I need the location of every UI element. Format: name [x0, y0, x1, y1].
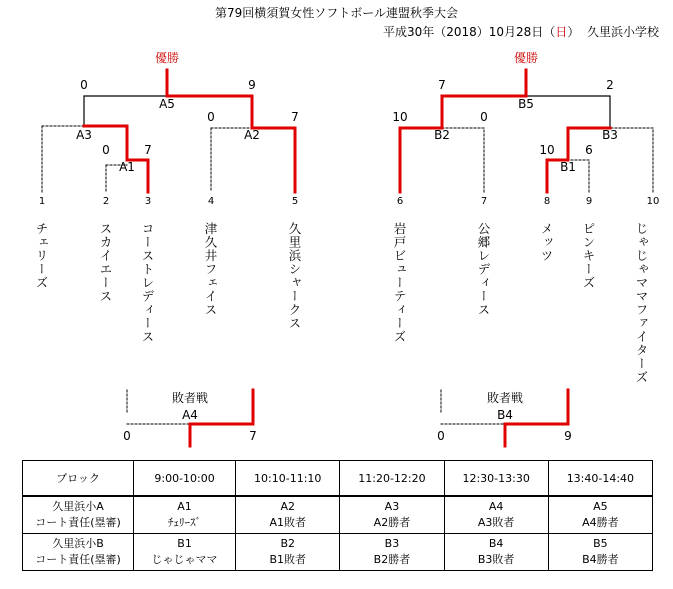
schedule-table: [22, 460, 653, 571]
a4-label: 敗者戦: [171, 391, 209, 405]
team-name-7: 公郷レディース: [476, 222, 491, 317]
team-name-4: 津久井フェイス: [203, 222, 218, 317]
team-name-1: チェリーズ: [34, 222, 49, 290]
team-name-3: コーストレディース: [140, 222, 155, 344]
b3-code: B3: [602, 128, 618, 142]
game-code: A2: [280, 500, 295, 513]
table-row: [23, 534, 653, 571]
time-slot-3: 11:20-12:20: [340, 461, 444, 497]
schedule-header-row: [23, 461, 653, 497]
block-header: ブロック: [23, 461, 134, 497]
b2-score-right: 0: [480, 110, 488, 124]
a2-score-right: 7: [291, 110, 299, 124]
game-code: A4: [488, 500, 504, 513]
team-name-9: ピンキーズ: [581, 222, 596, 290]
a5-score-right: 9: [248, 78, 256, 92]
a1-score-right: 7: [144, 143, 152, 157]
a3-code: A3: [76, 128, 92, 142]
game-code: A1: [177, 500, 192, 513]
team-name-6: 岩戸ビューティーズ: [392, 222, 407, 344]
schedule-cell: [444, 534, 548, 571]
time-slot-1: 9:00-10:00: [134, 461, 236, 497]
game-code: B5: [593, 537, 608, 550]
duty-team: B4勝者: [582, 553, 619, 566]
b4-score-right: 9: [564, 429, 572, 443]
team-number-2: 2: [102, 196, 110, 207]
a2-score-left: 0: [207, 110, 215, 124]
team-number-9: 9: [585, 196, 593, 207]
duty-team: A4勝者: [582, 516, 619, 529]
team-number-6: 6: [396, 196, 404, 207]
a4-score-left: 0: [123, 429, 131, 443]
venue: 久里浜小学校: [586, 25, 659, 39]
b1-score-left: 10: [539, 143, 555, 157]
schedule-cell: [236, 534, 340, 571]
row-label: [23, 534, 134, 571]
bracket-line-semi-a3: [84, 96, 167, 126]
team-number-3: 3: [144, 196, 152, 207]
schedule-cell: [548, 534, 652, 571]
court-duty-label: コート責任(塁審): [35, 553, 121, 566]
court-name: 久里浜小B: [52, 537, 104, 550]
bracket-line-semi-b3: [526, 96, 610, 128]
game-code: B4: [488, 537, 504, 550]
champion-label-left: 優勝: [154, 51, 180, 65]
b2-code: B2: [434, 128, 450, 142]
schedule-cell: [134, 496, 236, 534]
b4-score-left: 0: [437, 429, 445, 443]
a1-score-left: 0: [102, 143, 110, 157]
team-number-5: 5: [291, 196, 299, 207]
schedule-cell: [236, 496, 340, 534]
court-name: 久里浜小A: [52, 500, 104, 513]
game-code: A3: [384, 500, 400, 513]
game-code: B1: [177, 537, 192, 550]
a5-code: A5: [159, 97, 175, 111]
tournament-title: 第79回横須賀女性ソフトボール連盟秋季大会: [214, 6, 459, 20]
schedule-cell: [134, 534, 236, 571]
duty-team: B2勝者: [373, 553, 411, 566]
a1-code: A1: [119, 160, 135, 174]
team-number-1: 1: [38, 196, 46, 207]
duty-team: A1敗者: [269, 516, 306, 529]
schedule-cell: [444, 496, 548, 534]
team-number-7: 7: [480, 196, 488, 207]
b1-code: B1: [560, 160, 576, 174]
time-slot-5: 13:40-14:40: [548, 461, 652, 497]
team-name-2: スカイエース: [98, 222, 113, 303]
team-name-10: じゃじゃママファイターズ: [634, 222, 649, 384]
a4-code: A4: [182, 408, 198, 422]
date-suffix: ）: [567, 25, 580, 39]
b4-label: 敗者戦: [486, 391, 524, 405]
time-slot-2: 10:10-11:10: [236, 461, 340, 497]
duty-team: ﾁｪﾘｰｽﾞ: [168, 516, 202, 529]
row-label: [23, 496, 134, 534]
game-code: B3: [384, 537, 400, 550]
game-code: B2: [280, 537, 295, 550]
a4-score-right: 7: [249, 429, 257, 443]
b5-code: B5: [518, 97, 534, 111]
b4-code: B4: [497, 408, 513, 422]
game-code: A5: [593, 500, 608, 513]
team-number-8: 8: [543, 196, 551, 207]
duty-team: A3敗者: [477, 516, 515, 529]
duty-team: B3敗者: [477, 553, 515, 566]
a2-code: A2: [244, 128, 260, 142]
team-name-5: 久里浜シャークス: [287, 222, 302, 330]
champion-label-right: 優勝: [513, 51, 539, 65]
duty-team: B1敗者: [269, 553, 306, 566]
b2-score-left: 10: [392, 110, 408, 124]
a5-score-left: 0: [80, 78, 88, 92]
date-prefix: 平成30年（2018）10月28日（: [382, 25, 556, 39]
b5-score-right: 2: [606, 78, 614, 92]
schedule-cell: [548, 496, 652, 534]
b1-score-right: 6: [585, 143, 593, 157]
duty-team: じゃじゃママ: [151, 553, 218, 566]
duty-team: A2勝者: [373, 516, 411, 529]
team-number-4: 4: [207, 196, 215, 207]
table-row: [23, 496, 653, 534]
b5-score-left: 7: [438, 78, 446, 92]
schedule-cell: [340, 534, 444, 571]
court-duty-label: コート責任(塁審): [35, 516, 121, 529]
schedule-cell: [340, 496, 444, 534]
time-slot-4: 12:30-13:30: [444, 461, 548, 497]
date-day: 日: [555, 25, 568, 39]
team-number-10: 10: [646, 196, 660, 207]
team-name-8: メッツ: [539, 222, 554, 263]
